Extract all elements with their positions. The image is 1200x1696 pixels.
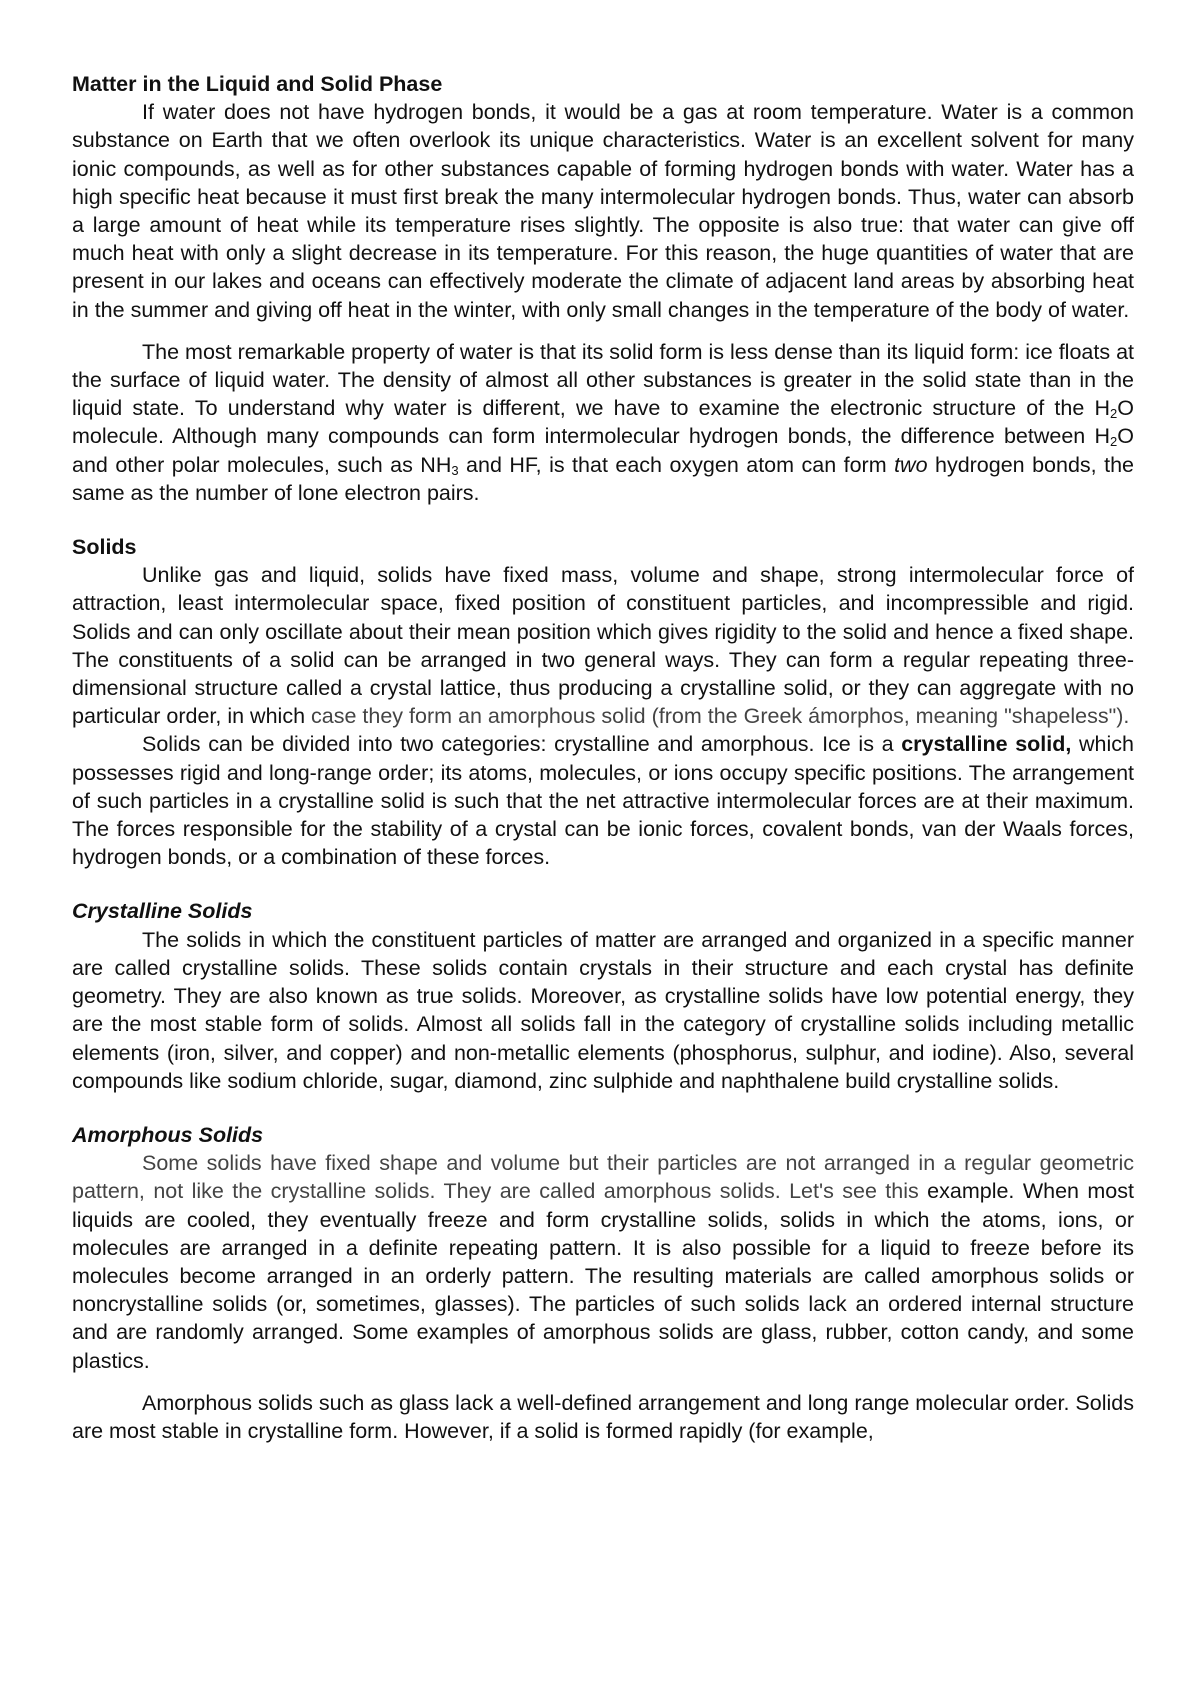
paragraph-water-density: The most remarkable property of water is that its solid form is less dense than its liquid form: ice floats at the surface of liquid water. The density of almost all other substances is greater in the solid state than in the liquid state. To understand why water is different, we have to examine the electronic structure of the $H_2O$ molecule. Although many compounds can form intermolecular hydrogen bonds, the difference between $H_2O$ and other polar molecules, such as $NH_3$ and HF, is that each oxygen atom can form two hydrogen bonds, the same as the number of lone electron pairs. bbox=[72, 339, 1134, 505]
heading-solids: Solids bbox=[72, 535, 137, 560]
heading-liquid-solid-phase: Matter in the Liquid and Solid Phase bbox=[72, 72, 443, 96]
heading-crystalline-solids: Crystalline Solids bbox=[72, 899, 253, 924]
paragraph-water-hydrogen-bonds: If water does not have hydrogen bonds, it would be a gas at room temperature. Water is a common substance on Earth that we often overlook its unique characteristics. Water is an excellent solvent for many ionic compounds, as well as for other substances capable of forming hydrogen bonds with water. Water has a high specific heat because it must first break the many intermolecular hydrogen bonds. Thus, water can absorb a large amount of heat while its temperature rises slightly. The opposite is also true: that water can give off much heat with only a slight decrease in its temperature. For this reason, the huge quantities of water that are present in our lakes and oceans can effectively moderate the climate of adjacent land areas by absorbing heat in the summer and giving off heat in the winter, with only small changes in the temperature of the body of water. bbox=[72, 100, 1134, 322]
document-page bbox=[72, 70, 1134, 1445]
heading-amorphous-solids: Amorphous Solids bbox=[72, 1122, 264, 1147]
paragraph-crystalline-solids: The solids in which the constituent particles of matter are arranged and organized in a specific manner are called crystalline solids. These solids contain crystals in their structure and each crystal has definite geometry. They are also known as true solids. Moreover, as crystalline solids have low potential energy, they are the most stable form of solids. Almost all solids fall in the category of crystalline solids including metallic elements (iron, silver, and copper) and non-metallic elements (phosphorus, sulphur, and iodine). Also, several compounds like sodium chloride, sugar, diamond, zinc sulphide and naphthalene build crystalline solids. bbox=[72, 927, 1134, 1093]
paragraph-solids-properties: Unlike gas and liquid, solids have fixed mass, volume and shape, strong intermolecular force of attraction, least intermolecular space, fixed position of constituent particles, and incompressible and rigid. Solids and can only oscillate about their mean position which gives rigidity to the solid and hence a fixed shape. The constituents of a solid can be arranged in two general ways. They can form a regular repeating three-dimensional structure called a crystal lattice, thus producing a crystalline solid, or they can aggregate with no particular order, in which case they form an amorphous solid (from the Greek ámorphos, meaning "shapeless"). bbox=[72, 563, 1134, 729]
paragraph-amorphous-glass: Amorphous solids such as glass lack a well-defined arrangement and long range molecular order. Solids are most stable in crystalline form. However, if a solid is formed rapidly (for example, bbox=[72, 1390, 1134, 1443]
paragraph-solids-categories: Solids can be divided into two categories: crystalline and amorphous. Ice is a crystalline solid, which possesses rigid and long-range order; its atoms, molecules, or ions occupy specific positions. The arrangement of such particles in a crystalline solid is such that the net attractive intermolecular forces are at their maximum. The forces responsible for the stability of a crystal can be ionic forces, covalent bonds, van der Waals forces, hydrogen bonds, or a combination of these forces. bbox=[72, 732, 1134, 870]
paragraph-amorphous-definition: Some solids have fixed shape and volume but their particles are not arranged in a regular geometric pattern, not like the crystalline solids. They are called amorphous solids. Let's see this example. When most liquids are cooled, they eventually freeze and form crystalline solids, solids in which the atoms, ions, or molecules are arranged in a definite repeating pattern. It is also possible for a liquid to freeze before its molecules become arranged in an orderly pattern. The resulting materials are called amorphous solids or noncrystalline solids (or, sometimes, glasses). The particles of such solids lack an ordered internal structure and are randomly arranged. Some examples of amorphous solids are glass, rubber, cotton candy, and some plastics. bbox=[72, 1151, 1134, 1373]
